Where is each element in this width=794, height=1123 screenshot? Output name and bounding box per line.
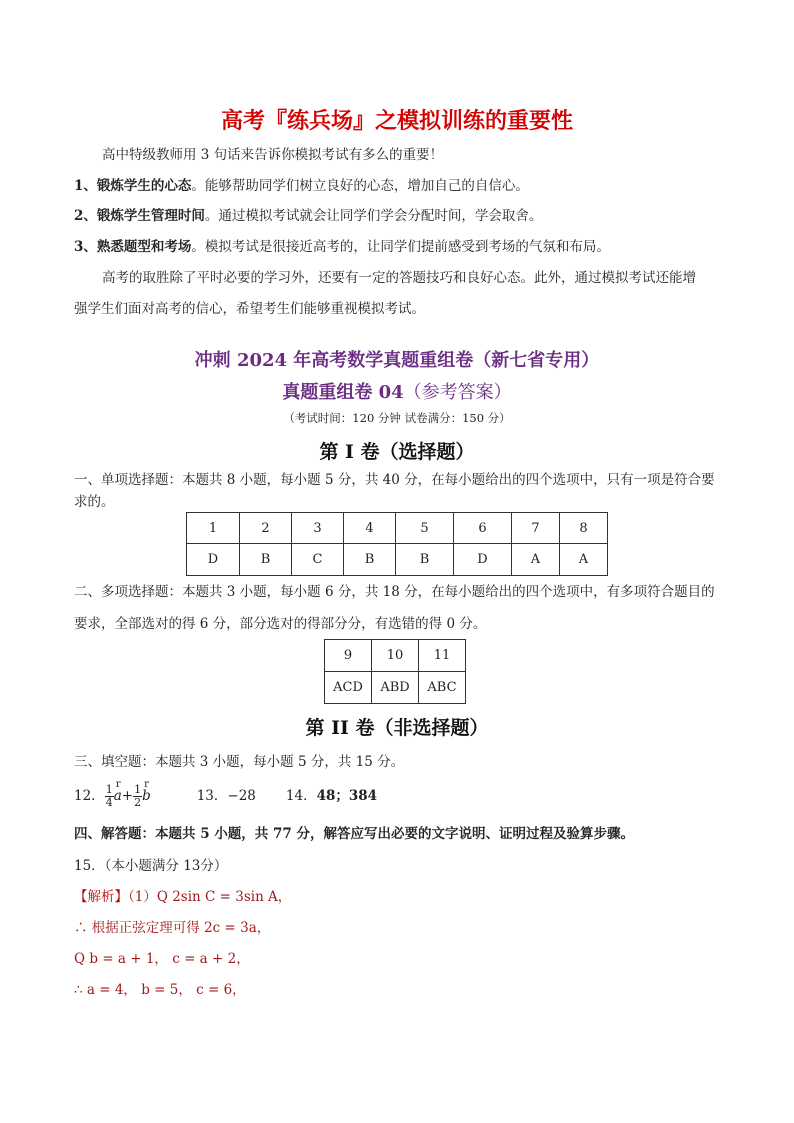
answer-cell: D xyxy=(454,544,512,576)
table-row xyxy=(325,672,466,704)
exam-subtitle-main: 真题重组卷 04 xyxy=(282,382,404,403)
point-3-text: 。模拟考试是很接近高考的，让同学们提前感受到考场的气氛和布局。 xyxy=(191,239,610,255)
exam-subtitle xyxy=(0,378,794,404)
jiexi-label: 【解析】 xyxy=(74,889,128,905)
q15-heading: 15．（本小题满分 13分） xyxy=(74,858,228,874)
question-number-cell: 6 xyxy=(454,513,512,544)
fraction-numerator: 1 xyxy=(134,782,142,796)
answer-cell: A xyxy=(512,544,560,576)
question-number-cell: 4 xyxy=(344,513,396,544)
point-3-num: 3、 xyxy=(74,239,97,255)
answer-cell: B xyxy=(240,544,292,576)
solution-step-1 xyxy=(74,887,291,907)
question-number-cell: 7 xyxy=(512,513,560,544)
question-number-cell: 1 xyxy=(187,513,240,544)
plus-sign: + xyxy=(121,788,134,804)
fraction-denominator: 2 xyxy=(134,795,142,809)
promo-title: 高考『练兵场』之模拟训练的重要性 xyxy=(220,109,573,134)
vector-a xyxy=(113,779,122,806)
exam-subtitle-paren: （参考答案） xyxy=(403,382,512,403)
section4-instructions: 四、解答题：本题共 5 小题，共 77 分，解答应写出必要的文字说明、证明过程及验算步骤。 xyxy=(74,826,634,842)
answer-cell: D xyxy=(187,544,240,576)
point-3-bold: 熟悉题型和考场 xyxy=(96,239,192,255)
point-3 xyxy=(74,237,610,257)
solution-step-3: Q b = a + 1， c = a + 2， xyxy=(74,951,250,967)
question-number-cell: 11 xyxy=(419,640,466,672)
exam-title: 冲刺 2024 年高考数学真题重组卷（新七省专用） xyxy=(194,350,600,371)
solution-step-2: ∴ 根据正弦定理可得 2c = 3a， xyxy=(74,920,271,936)
question-number-cell: 3 xyxy=(292,513,344,544)
vector-a-symbol: a xyxy=(113,788,122,804)
answer-cell: C xyxy=(292,544,344,576)
point-1-bold: 锻炼学生的心态 xyxy=(96,178,192,194)
vector-b xyxy=(142,779,151,806)
fraction-one-quarter xyxy=(105,784,114,809)
vector-b-symbol: b xyxy=(142,788,151,804)
section1-instructions-line2: 求的。 xyxy=(74,494,115,510)
answer-cell: ABC xyxy=(419,672,466,704)
point-2 xyxy=(74,206,542,226)
point-1 xyxy=(74,176,529,196)
question-number-cell: 2 xyxy=(240,513,292,544)
point-1-text: 。能够帮助同学们树立良好的心态，增加自己的自信心。 xyxy=(191,178,529,194)
point-2-bold: 锻炼学生管理时间 xyxy=(96,208,205,224)
q14-label: 14． xyxy=(285,788,317,804)
answer-cell: B xyxy=(396,544,454,576)
closing-line-2: 强学生们面对高考的信心，希望考生们能够重视模拟考试。 xyxy=(74,301,425,317)
answer-cell: ABD xyxy=(372,672,419,704)
part2-title: 第 II 卷（非选择题） xyxy=(305,717,489,739)
point-1-num: 1、 xyxy=(74,178,97,194)
solution-step-4: ∴ a = 4， b = 5， c = 6， xyxy=(74,982,246,998)
multi-choice-answer-table xyxy=(324,639,466,704)
step-1-text: （1）Q 2sin C = 3sin A， xyxy=(128,889,292,905)
single-choice-answer-table xyxy=(186,512,608,576)
table-row xyxy=(325,640,466,672)
closing-line-1: 高考的取胜除了平时必要的学习外，还要有一定的答题技巧和良好心态。此外，通过模拟考试还能增 xyxy=(102,270,696,286)
answer-cell: ACD xyxy=(325,672,372,704)
answer-cell: B xyxy=(344,544,396,576)
part1-title: 第 I 卷（选择题） xyxy=(319,441,475,463)
fraction-numerator: 1 xyxy=(105,782,113,796)
vector-arrow-mark: r xyxy=(115,779,121,790)
section2-instructions-line2: 要求，全部选对的得 6 分，部分选对的得部分分，有选错的得 0 分。 xyxy=(74,616,487,632)
section2-instructions-line1: 二、多项选择题：本题共 3 小题，每小题 6 分，共 18 分，在每小题给出的四个选项中，有多项符合题目的 xyxy=(74,584,715,600)
vector-arrow-mark: r xyxy=(144,779,149,790)
point-2-num: 2、 xyxy=(74,208,97,224)
table-row xyxy=(187,544,608,576)
q14-answer: 48；384 xyxy=(316,788,378,804)
fill-in-answers xyxy=(74,779,377,813)
intro-line: 高中特级教师用 3 句话来告诉你模拟考试有多么的重要！ xyxy=(102,147,444,163)
fraction-one-half xyxy=(133,784,142,809)
table-row xyxy=(187,513,608,544)
q13-answer: 13．−28 xyxy=(196,788,256,804)
section3-instructions: 三、填空题：本题共 3 小题，每小题 5 分，共 15 分。 xyxy=(74,754,405,770)
point-2-text: 。通过模拟考试就会让同学们学会分配时间，学会取舍。 xyxy=(204,208,543,224)
question-number-cell: 9 xyxy=(325,640,372,672)
question-number-cell: 10 xyxy=(372,640,419,672)
question-number-cell: 8 xyxy=(560,513,608,544)
fraction-denominator: 4 xyxy=(105,795,113,809)
section1-instructions-line1: 一、单项选择题：本题共 8 小题，每小题 5 分，共 40 分，在每小题给出的四个选项中，只有一项是符合要 xyxy=(74,472,715,488)
q12-label: 12． xyxy=(74,788,105,804)
answer-cell: A xyxy=(560,544,608,576)
question-number-cell: 5 xyxy=(396,513,454,544)
exam-time-info: （考试时间：120 分钟 试卷满分：150 分） xyxy=(283,411,511,425)
